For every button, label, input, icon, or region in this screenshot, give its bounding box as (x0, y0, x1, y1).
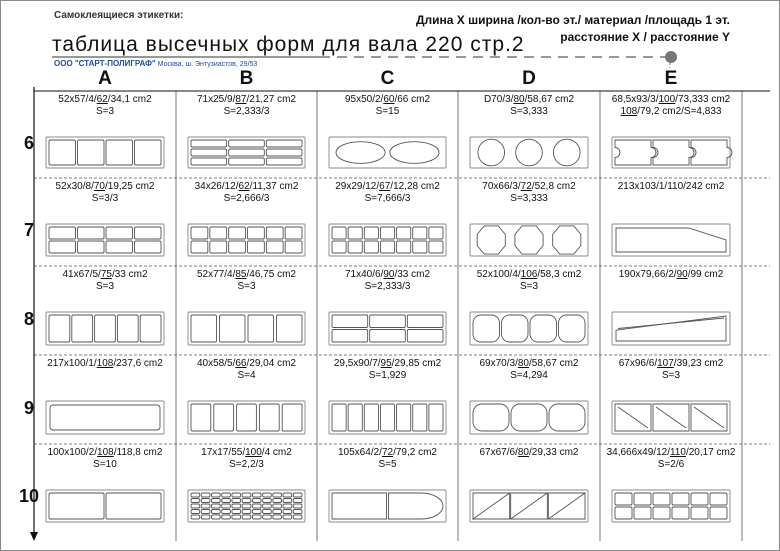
die-layout-b6 (188, 137, 305, 168)
label-shape (332, 227, 346, 239)
label-shape (477, 226, 505, 254)
label-shape (232, 510, 241, 514)
label-shape (229, 241, 246, 253)
label-shape (710, 493, 727, 505)
label-shape (516, 139, 543, 166)
label-shape (232, 499, 241, 503)
die-layout-b7 (188, 224, 305, 256)
label-shape (332, 330, 368, 343)
label-shape (191, 241, 208, 253)
label-shape (380, 404, 394, 431)
label-shape (201, 504, 210, 508)
label-shape (263, 510, 272, 514)
legend-line-1: Длина X ширина /кол-во эт./ материал /площадь 1 эт. (415, 13, 730, 27)
cell-spec: 71x40/6/90/33 cm2 (344, 269, 431, 280)
label-shape (242, 515, 251, 519)
label-shape (413, 227, 427, 239)
cell-spacing: S=3 (95, 281, 115, 292)
sheet-outline (46, 490, 164, 522)
label-shape (511, 493, 548, 519)
cell-spacing: S=4 (237, 370, 256, 381)
label-shape (549, 404, 585, 431)
cell-spacing: S=2,2/3 (229, 459, 264, 470)
label-shape (95, 315, 116, 342)
label-shape (553, 139, 580, 166)
label-shape (211, 510, 220, 514)
label-shape (615, 140, 656, 165)
label-shape (242, 504, 251, 508)
label-shape (273, 515, 282, 519)
cell-spacing: S=3 (95, 106, 115, 117)
label-shape (191, 499, 200, 503)
label-shape (616, 228, 726, 252)
label-shape (348, 227, 362, 239)
label-shape (242, 493, 251, 497)
label-shape (370, 330, 406, 343)
cell-spec: 52x30/8/70/19,25 cm2 (55, 181, 155, 192)
cell-spec: 213x103/1/110/242 cm2 (617, 181, 725, 192)
sheet-outline (470, 312, 588, 345)
die-layout-e10 (612, 490, 730, 522)
sheet-outline (470, 401, 588, 434)
label-shape (283, 504, 292, 508)
sheet-outline (188, 312, 305, 345)
label-shape (191, 504, 200, 508)
label-shape (248, 315, 274, 342)
label-shape (548, 493, 585, 519)
label-shape (672, 507, 689, 519)
company-name: ООО "СТАРТ-ПОЛИГРАФ" (54, 59, 156, 68)
label-shape (653, 507, 670, 519)
cell-spacing: S=3 (661, 370, 681, 381)
label-shape (266, 227, 283, 239)
label-shape (336, 142, 385, 164)
cell-spec: 34,666x49/12/110/20,17 cm2 (606, 447, 736, 458)
sheet-outline (188, 401, 305, 434)
label-shape (413, 404, 427, 431)
label-shape (49, 315, 70, 342)
label-shape (285, 227, 302, 239)
label-shape (285, 241, 302, 253)
cell-spacing: S=1,929 (368, 370, 407, 381)
label-shape (511, 404, 547, 431)
cell-spec: 52x77/4/85/46,75 cm2 (197, 269, 296, 280)
label-shape (78, 241, 105, 253)
label-shape (222, 510, 231, 514)
label-shape (656, 407, 686, 428)
die-layout-a6 (46, 137, 164, 168)
cell-spec: 68,5x93/3/100/73,333 cm2 (611, 94, 731, 105)
die-layout-a7 (46, 224, 164, 256)
column-header-b: B (239, 68, 254, 89)
label-shape (429, 227, 443, 239)
label-shape (332, 493, 387, 519)
die-layout-e8 (612, 312, 730, 345)
label-shape (210, 241, 227, 253)
label-shape (282, 404, 302, 431)
label-shape (553, 226, 581, 254)
cell-spacing: S=7,666/3 (364, 193, 411, 204)
cell-spec: 17x17/55/100/4 cm2 (201, 447, 292, 458)
die-layout-a9 (46, 401, 164, 434)
label-shape (710, 507, 727, 519)
label-shape (211, 499, 220, 503)
label-shape (618, 407, 648, 428)
label-shape (634, 507, 651, 519)
label-shape (248, 227, 265, 239)
label-shape (273, 504, 282, 508)
die-layout-d9 (470, 401, 588, 434)
cell-spec: 52x57/4/62/34,1 cm2 (58, 94, 152, 105)
die-layout-a8 (46, 312, 164, 345)
label-shape (691, 507, 708, 519)
label-shape (364, 227, 378, 239)
label-shape (49, 493, 104, 519)
label-shape (348, 404, 362, 431)
column-header-a: A (98, 68, 112, 89)
label-shape (222, 515, 231, 519)
sheet-outline (188, 224, 305, 256)
label-shape (380, 241, 394, 253)
cell-spec: 70x66/3/72/52,8 cm2 (482, 181, 576, 192)
label-shape (214, 404, 234, 431)
label-shape (242, 510, 251, 514)
label-shape (397, 404, 411, 431)
cell-spec: 71x25/9/87/21,27 cm2 (197, 94, 296, 105)
row-header-10: 10 (18, 486, 40, 506)
label-shape (390, 142, 439, 164)
row-header-8: 8 (23, 308, 34, 329)
cell-spec: 105x64/2/72/79,2 cm2 (338, 447, 437, 458)
sheet-outline (612, 137, 730, 168)
label-shape (78, 227, 105, 239)
die-layout-c6 (329, 137, 446, 168)
sheet-outline (46, 137, 164, 168)
label-shape (237, 404, 257, 431)
label-shape (263, 493, 272, 497)
label-shape (263, 504, 272, 508)
sheet-outline (470, 224, 588, 256)
label-shape (49, 140, 76, 165)
label-shape (49, 241, 76, 253)
label-shape (473, 315, 500, 342)
header-subtitle: Самоклеящиеся этикетки: (54, 10, 184, 21)
cell-spacing: S=5 (378, 459, 397, 470)
legend-line-2: расстояние X / расстояние Y (560, 30, 730, 44)
label-shape (502, 315, 529, 342)
label-shape (429, 241, 443, 253)
label-shape (266, 149, 302, 156)
cell-spec: 52x100/4/106/58,3 cm2 (476, 269, 582, 280)
label-shape (232, 515, 241, 519)
label-shape (263, 515, 272, 519)
cell-spacing: S=2/6 (657, 459, 685, 470)
label-shape (283, 493, 292, 497)
label-shape (201, 499, 210, 503)
label-shape (135, 241, 162, 253)
label-shape (407, 330, 443, 343)
label-shape (135, 227, 162, 239)
label-shape (248, 241, 265, 253)
cell-spacing: S=2,333/3 (364, 281, 411, 292)
die-layout-e7 (612, 224, 730, 256)
label-shape (653, 493, 670, 505)
label-shape (191, 149, 227, 156)
label-shape (242, 499, 251, 503)
label-shape (413, 241, 427, 253)
column-header-c: C (380, 68, 395, 89)
sheet-outline (612, 224, 730, 256)
label-shape (515, 226, 543, 254)
label-shape (266, 158, 302, 165)
sheet-outline (612, 490, 730, 522)
cell-spec: 190x79,66/2/90/99 cm2 (618, 269, 724, 280)
die-layout-b8 (188, 312, 305, 345)
label-shape (191, 404, 211, 431)
label-shape (634, 493, 651, 505)
row-header-7: 7 (23, 220, 34, 240)
sheet-outline (46, 312, 164, 345)
label-shape (348, 241, 362, 253)
cell-spacing: S=4,294 (510, 370, 548, 381)
cell-spacing: S=2,333/3 (223, 106, 270, 117)
cell-spec: 69x70/3/80/58,67 cm2 (479, 358, 579, 369)
company-address: Москва, ш. Энтузиастов, 29/53 (157, 61, 258, 68)
label-shape (293, 499, 302, 503)
label-shape (559, 315, 586, 342)
label-shape (473, 404, 509, 431)
label-shape (691, 493, 708, 505)
label-shape (191, 510, 200, 514)
label-shape (106, 241, 133, 253)
label-shape (266, 241, 283, 253)
sheet-outline (46, 401, 164, 434)
label-shape (191, 227, 208, 239)
label-shape (283, 499, 292, 503)
label-shape (229, 149, 265, 156)
label-shape (252, 504, 261, 508)
cell-spec: 40x58/5/66/29,04 cm2 (197, 358, 296, 369)
sheet-outline (329, 312, 446, 345)
label-shape (229, 158, 265, 165)
cell-spec: D70/3/80/58,67 cm2 (483, 94, 575, 105)
cell-spacing: S=10 (93, 459, 117, 470)
sheet-outline (470, 137, 588, 168)
label-shape (615, 493, 632, 505)
label-shape (211, 493, 220, 497)
label-shape (201, 510, 210, 514)
label-shape (191, 315, 217, 342)
label-shape (389, 493, 444, 519)
die-layout-d8 (470, 312, 588, 345)
die-layout-c8 (329, 312, 446, 345)
label-shape (653, 140, 694, 165)
label-shape (252, 493, 261, 497)
label-shape (530, 315, 557, 342)
label-shape (273, 510, 282, 514)
cell-spacing: S=3 (237, 281, 256, 292)
label-shape (266, 140, 302, 147)
label-shape (191, 493, 200, 497)
label-shape (140, 315, 161, 342)
label-shape (201, 493, 210, 497)
label-shape (211, 504, 220, 508)
label-shape (293, 504, 302, 508)
label-shape (332, 315, 368, 328)
label-shape (332, 404, 346, 431)
label-shape (615, 507, 632, 519)
column-header-d: D (522, 68, 536, 89)
cell-spec: 34x26/12/62/11,37 cm2 (194, 181, 299, 192)
cell-spacing: S=3/3 (91, 193, 119, 204)
label-shape (407, 315, 443, 328)
cell-spacing: S=3 (519, 281, 539, 292)
die-layout-e9 (612, 401, 730, 434)
sheet-outline (46, 224, 164, 256)
label-shape (117, 315, 138, 342)
die-layout-d10 (470, 490, 588, 522)
label-shape (332, 241, 346, 253)
die-layout-c7 (329, 224, 446, 256)
label-shape (232, 504, 241, 508)
row-header-9: 9 (23, 397, 34, 418)
label-shape (397, 227, 411, 239)
label-shape (364, 404, 378, 431)
die-layout-e6 (612, 137, 732, 168)
cell-spec: 29,5x90/7/95/29,85 cm2 (333, 358, 442, 369)
cell-spec: 100x100/2/108/118,8 cm2 (47, 447, 163, 458)
label-shape (277, 315, 303, 342)
label-shape (135, 140, 162, 165)
cell-spec: 67x96/6/107/39,23 cm2 (618, 358, 724, 369)
label-shape (191, 158, 227, 165)
label-shape (380, 227, 394, 239)
label-shape (50, 405, 160, 430)
cell-spec: 41x67/5/75/33 cm2 (62, 269, 148, 280)
label-shape (293, 510, 302, 514)
label-shape (232, 493, 241, 497)
column-header-e: E (664, 68, 678, 89)
cell-spec: 95x50/2/60/66 cm2 (344, 94, 431, 105)
label-shape (283, 510, 292, 514)
row-header-6: 6 (23, 132, 34, 153)
label-shape (229, 140, 265, 147)
label-shape (273, 499, 282, 503)
page-title: таблица высечных форм для вала 220 стр.2 (52, 33, 525, 56)
label-shape (473, 493, 510, 519)
label-shape (283, 515, 292, 519)
label-shape (78, 140, 105, 165)
cell-spec: 29x29/12/67/12,28 cm2 (335, 181, 440, 192)
grid-lines (34, 91, 770, 541)
label-shape (210, 227, 227, 239)
label-shape (293, 515, 302, 519)
cell-spec: 217x100/1/108/237,6 cm2 (47, 358, 163, 369)
label-shape (618, 318, 724, 329)
cell-spacing: S=3,333 (510, 193, 548, 204)
label-shape (364, 241, 378, 253)
label-shape (252, 499, 261, 503)
label-shape (263, 499, 272, 503)
die-layout-b10 (188, 490, 305, 522)
sheet-outline (188, 490, 305, 522)
label-shape (370, 315, 406, 328)
die-layout-c10 (329, 490, 446, 522)
sheet-outline (188, 137, 305, 168)
label-shape (191, 515, 200, 519)
cell-spec: 67x67/6/80/29,33 cm2 (479, 447, 579, 458)
sheet-outline (329, 137, 446, 168)
label-shape (72, 315, 93, 342)
label-shape (222, 493, 231, 497)
label-shape (49, 227, 76, 239)
label-shape (106, 227, 133, 239)
label-shape (220, 315, 246, 342)
label-shape (211, 515, 220, 519)
label-shape (222, 499, 231, 503)
label-shape (478, 139, 505, 166)
label-shape (293, 493, 302, 497)
label-shape (106, 140, 133, 165)
label-shape (201, 515, 210, 519)
die-layout-a10 (46, 490, 164, 522)
label-shape (691, 140, 732, 165)
sheet-outline (329, 490, 446, 522)
label-shape (252, 515, 261, 519)
label-shape (252, 510, 261, 514)
label-shape (672, 493, 689, 505)
label-shape (229, 227, 246, 239)
label-shape (273, 493, 282, 497)
cell-spacing: S=15 (375, 106, 400, 117)
label-shape (259, 404, 279, 431)
label-shape (222, 504, 231, 508)
die-layout-c9 (329, 401, 446, 434)
die-layout-d7 (470, 224, 588, 256)
die-layout-b9 (188, 401, 305, 434)
cell-spacing: S=3,333 (510, 106, 548, 117)
label-shape (397, 241, 411, 253)
label-shape (694, 407, 724, 428)
die-layout-d6 (470, 137, 588, 168)
cell-spacing: 108/79,2 cm2/S=4,833 (620, 106, 722, 117)
row-axis-arrow (30, 532, 38, 541)
label-shape (429, 404, 443, 431)
label-shape (106, 493, 161, 519)
label-shape (191, 140, 227, 147)
cell-spacing: S=2,666/3 (223, 193, 270, 204)
